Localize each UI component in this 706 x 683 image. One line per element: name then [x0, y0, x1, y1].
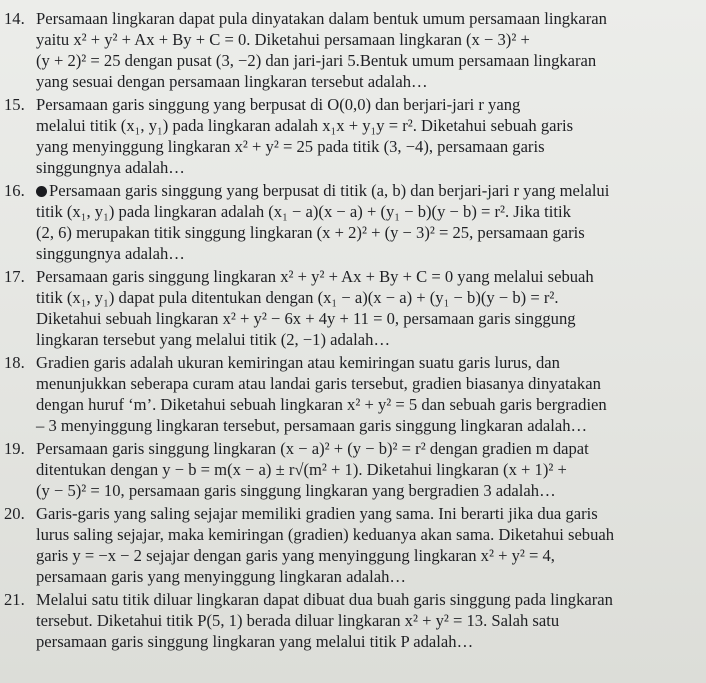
question-line: Persamaan garis singgung lingkaran x² + y² + Ax + By + C = 0 yang melalui sebuah — [36, 267, 594, 286]
question-line: tersebut. Diketahui titik P(5, 1) berada diluar lingkaran x² + y² = 13. Salah satu — [36, 611, 560, 630]
question-number: 17. — [4, 267, 25, 286]
question-line: singgungnya adalah… — [36, 158, 185, 177]
question-line: lingkaran tersebut yang melalui titik (2, −1) adalah… — [36, 330, 391, 349]
question-line: Persamaan lingkaran dapat pula dinyatakan dalam bentuk umum persamaan lingkaran — [36, 9, 607, 28]
question-line: (y − 5)² = 10, persamaan garis singgung lingkaran yang bergradien 3 adalah… — [36, 481, 556, 500]
question-number: 14. — [4, 9, 25, 28]
question-line: Garis-garis yang saling sejajar memiliki gradien yang sama. Ini berarti jika dua garis — [36, 504, 598, 523]
question-line: melalui titik (x₁, y₁) pada lingkaran adalah x₁x + y₁y = r². Diketahui sebuah garis — [36, 116, 574, 135]
question-line: singgungnya adalah… — [36, 244, 185, 263]
question-line: Melalui satu titik diluar lingkaran dapat dibuat dua buah garis singgung pada lingkaran — [36, 590, 613, 609]
question-line: dengan huruf ‘m’. Diketahui sebuah lingkaran x² + y² = 5 dan sebuah garis bergradien — [36, 395, 607, 414]
question-line: lurus saling sejajar, maka kemiringan (gradien) keduanya akan sama. Diketahui sebuah — [36, 525, 615, 544]
question-number: 15. — [4, 95, 25, 114]
question-line: Persamaan garis singgung yang berpusat di O(0,0) dan berjari-jari r yang — [36, 95, 521, 114]
question-number: 20. — [4, 504, 25, 523]
question-line-text: Persamaan garis singgung yang berpusat di titik (a, b) dan berjari-jari r yang melalui — [49, 181, 610, 200]
question-line: persamaan garis yang menyinggung lingkaran adalah… — [36, 567, 407, 586]
question-line: – 3 menyinggung lingkaran tersebut, persamaan garis singgung lingkaran adalah… — [36, 416, 588, 435]
question-line: ditentukan dengan y − b = m(x − a) ± r√(m² + 1). Diketahui lingkaran (x + 1)² + — [36, 460, 567, 479]
question-line: Persamaan garis singgung lingkaran (x − a)² + (y − b)² = r² dengan gradien m dapat — [36, 439, 589, 458]
question-line: yang menyinggung lingkaran x² + y² = 25 pada titik (3, −4), persamaan garis — [36, 137, 545, 156]
question-line: yang sesuai dengan persamaan lingkaran tersebut adalah… — [36, 72, 428, 91]
question-line: persamaan garis singgung lingkaran yang melalui titik P adalah… — [36, 632, 474, 651]
question-line: (2, 6) merupakan titik singgung lingkaran (x + 2)² + (y − 3)² = 25, persamaan garis — [36, 223, 585, 242]
ink-dot — [36, 186, 47, 197]
question-line — [36, 180, 609, 201]
question-line: menunjukkan seberapa curam atau landai garis tersebut, gradien biasanya dinyatakan — [36, 374, 601, 393]
question-line: garis y = −x − 2 sejajar dengan garis yang menyinggung lingkaran x² + y² = 4, — [36, 546, 555, 565]
question-number: 16. — [4, 181, 25, 200]
question-line: Gradien garis adalah ukuran kemiringan atau kemiringan suatu garis lurus, dan — [36, 353, 560, 372]
question-number: 18. — [4, 353, 25, 372]
question-number: 19. — [4, 439, 25, 458]
question-line: (y + 2)² = 25 dengan pusat (3, −2) dan jari-jari 5.Bentuk umum persamaan lingkaran — [36, 51, 597, 70]
question-line: yaitu x² + y² + Ax + By + C = 0. Diketahui persamaan lingkaran (x − 3)² + — [36, 30, 530, 49]
question-line: Diketahui sebuah lingkaran x² + y² − 6x + 4y + 11 = 0, persamaan garis singgung — [36, 309, 576, 328]
question-line: titik (x₁, y₁) pada lingkaran adalah (x₁ − a)(x − a) + (y₁ − b)(y − b) = r². Jika titik — [36, 202, 571, 221]
question-line: titik (x₁, y₁) dapat pula ditentukan dengan (x₁ − a)(x − a) + (y₁ − b)(y − b) = r². — [36, 288, 559, 307]
question-number: 21. — [4, 590, 25, 609]
